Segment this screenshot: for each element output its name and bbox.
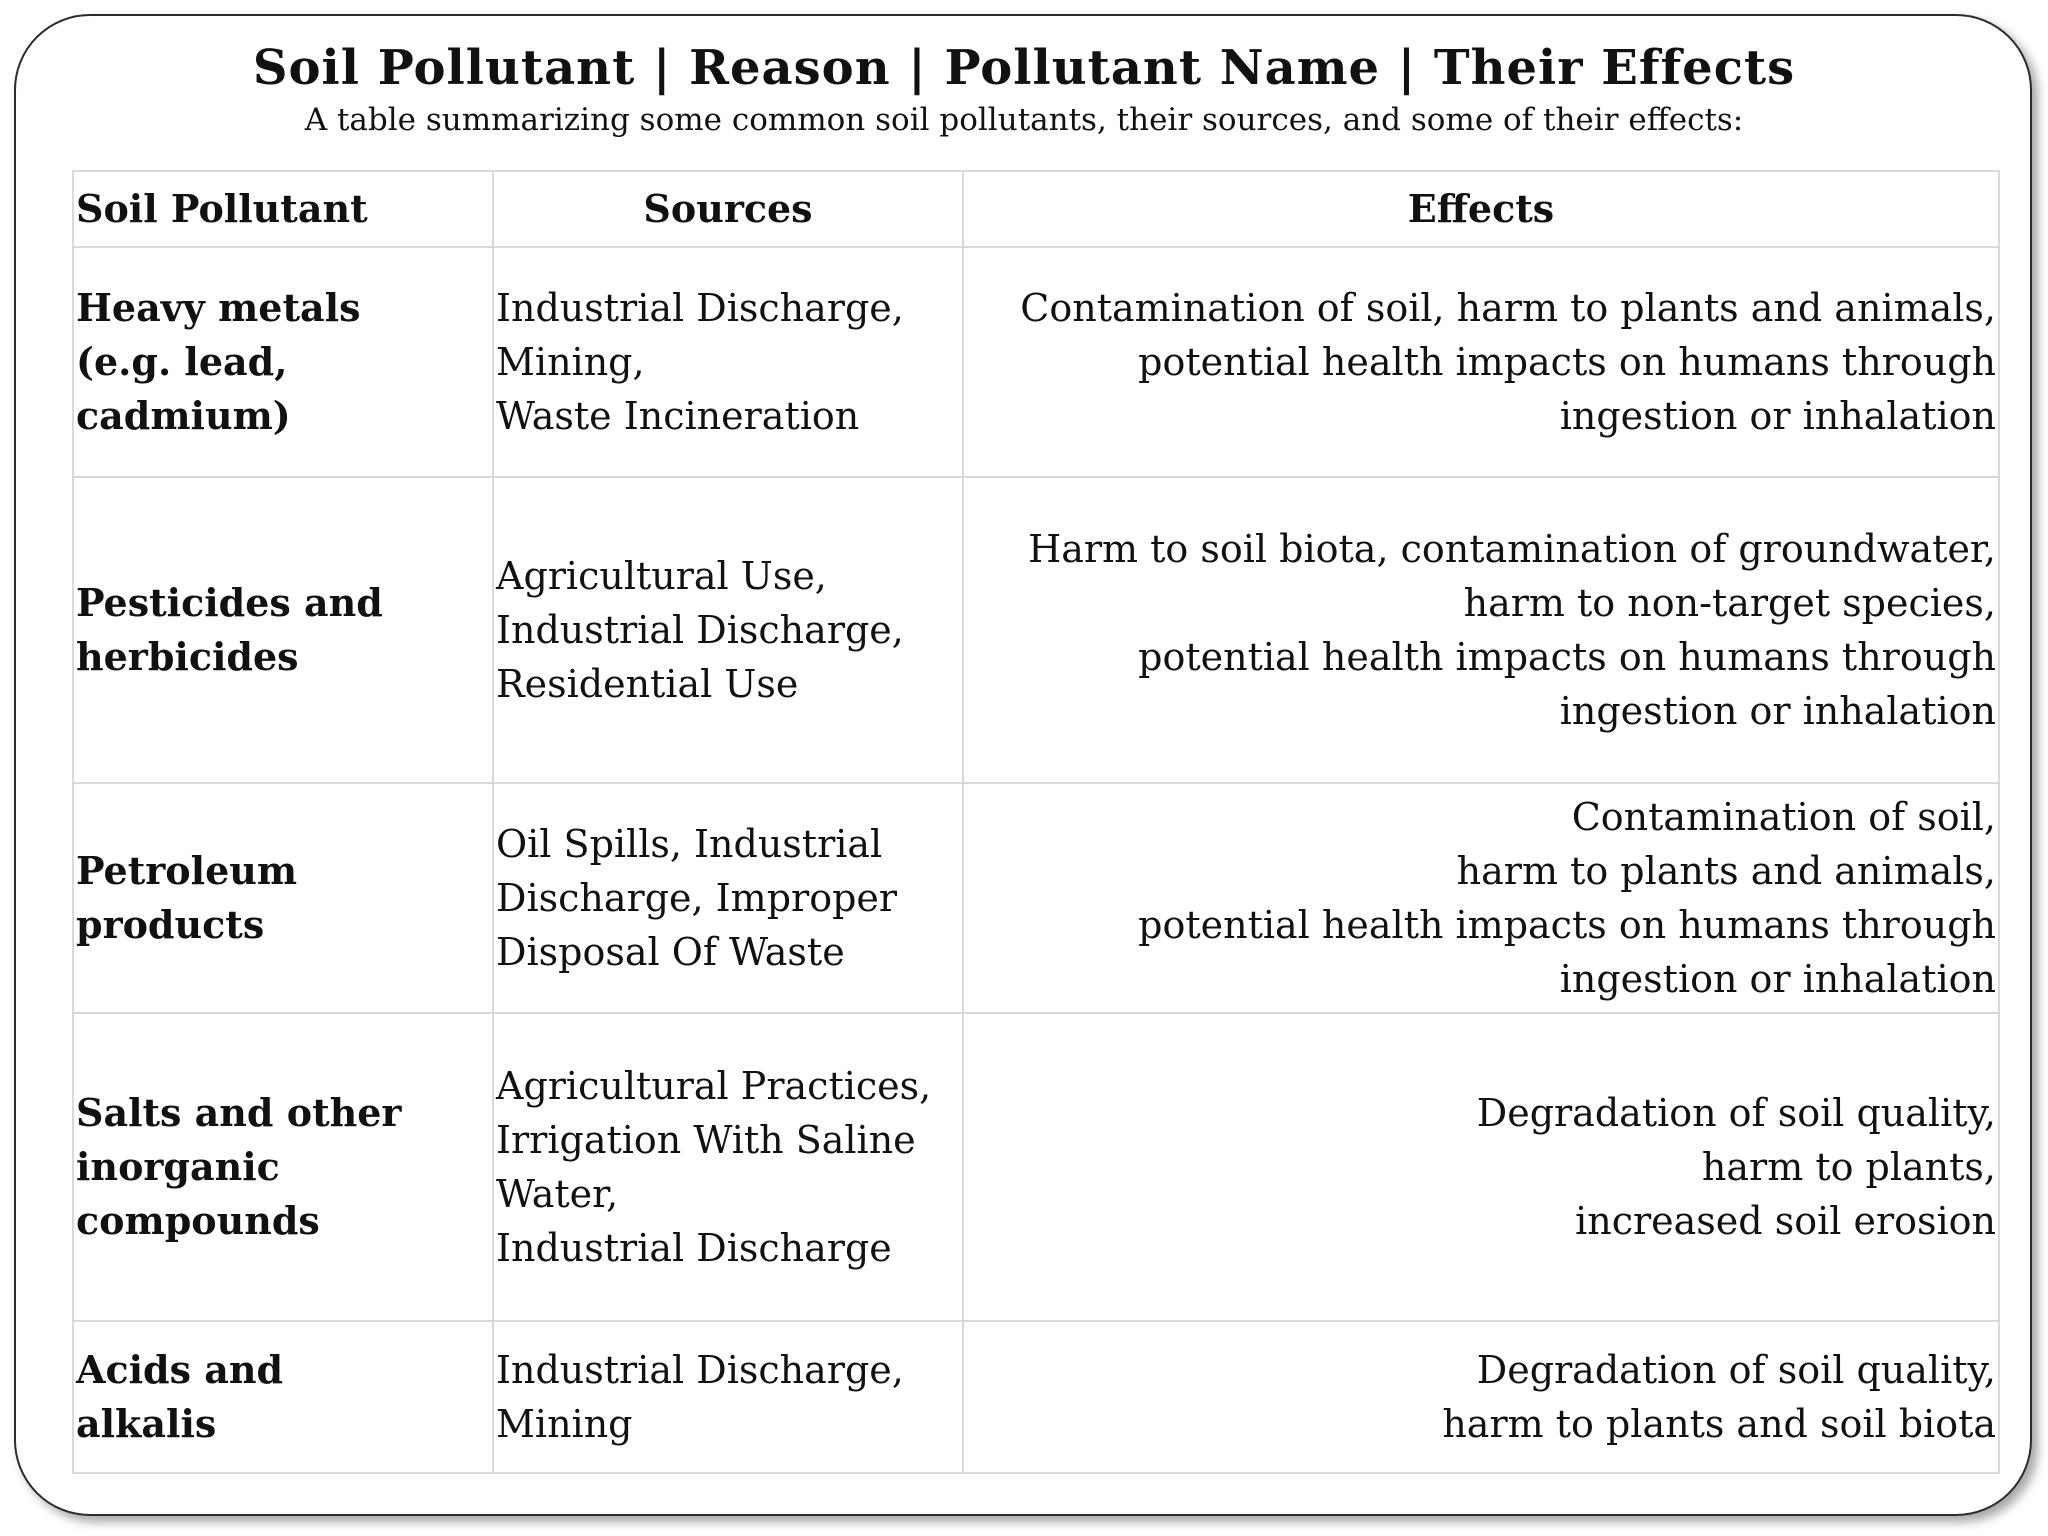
header-sources: Sources [493,171,963,247]
table-row [73,477,1999,783]
sources-cell: Agricultural Use, Industrial Discharge, Residential Use [493,477,963,783]
table-row [73,1321,1999,1473]
table-header-row [73,171,1999,247]
slide-title: Soil Pollutant | Reason | Pollutant Name | Their Effects [252,40,1796,96]
table-row [73,247,1999,477]
effects-cell: Degradation of soil quality, harm to plants, increased soil erosion [963,1013,1999,1321]
effects-cell: Contamination of soil, harm to plants and animals, potential health impacts on humans through ingestion or inhalation [963,247,1999,477]
table-row [73,783,1999,1013]
sources-cell: Industrial Discharge, Mining [493,1321,963,1473]
pollutant-cell: Heavy metals (e.g. lead, cadmium) [73,247,493,477]
effects-cell: Degradation of soil quality, harm to plants and soil biota [963,1321,1999,1473]
header-soil-pollutant: Soil Pollutant [73,171,493,247]
pollutant-cell: Salts and other inorganic compounds [73,1013,493,1321]
table-row [73,1013,1999,1321]
pollutant-cell: Pesticides and herbicides [73,477,493,783]
sources-cell: Agricultural Practices, Irrigation With Saline Water, Industrial Discharge [493,1013,963,1321]
sources-cell: Oil Spills, Industrial Discharge, Improper Disposal Of Waste [493,783,963,1013]
pollutant-table [72,170,2000,1474]
effects-cell: Harm to soil biota, contamination of groundwater, harm to non-target species, potential health impacts on humans through ingestion or inhalation [963,477,1999,783]
slide-subtitle: A table summarizing some common soil pollutants, their sources, and some of their effects: [304,102,1744,138]
sources-cell: Industrial Discharge, Mining, Waste Incineration [493,247,963,477]
effects-cell: Contamination of soil, harm to plants and animals, potential health impacts on humans through ingestion or inhalation [963,783,1999,1013]
pollutant-cell: Petroleum products [73,783,493,1013]
pollutant-cell: Acids and alkalis [73,1321,493,1473]
header-effects: Effects [963,171,1999,247]
